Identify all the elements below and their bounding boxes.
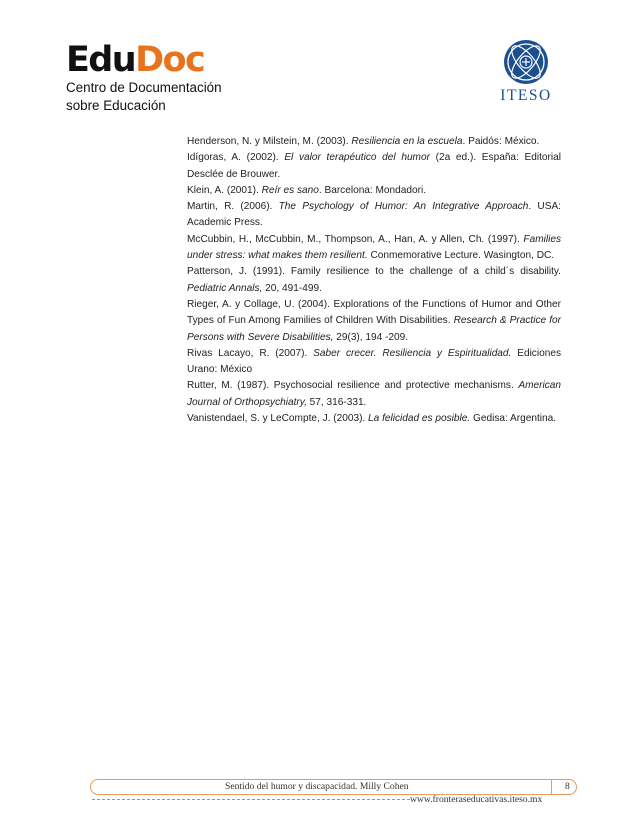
page-footer (90, 779, 577, 795)
reference-item: Klein, A. (2001). Reír es sano. Barcelona: Mondadori. (187, 184, 427, 196)
footer-title: Sentido del humor y discapacidad. Milly Cohen (225, 781, 409, 792)
logo-edu: Edu (66, 40, 136, 80)
footer-url: www.fronteraseducativas.iteso.mx (410, 794, 543, 805)
reference-item: Martin, R. (2006). The Psychology of Humor: An Integrative Approach. USA: Academic Press. (187, 201, 561, 229)
reference-item: Henderson, N. y Milstein, M. (2003). Resiliencia en la escuela. Paidós: México. (187, 136, 540, 147)
reference-item: Rutter, M. (1987). Psychosocial resilience and protective mechanisms. American Journal of Orthopsychiatry, 57, 316-331. (187, 380, 561, 408)
logo-doc: Doc (135, 40, 205, 80)
logo-wordmark (66, 42, 222, 78)
iteso-label: ITESO (500, 87, 552, 104)
reference-item: McCubbin, H., McCubbin, M., Thompson, A., Han, A. y Allen, Ch. (1997). Families under stress: what makes them resilient. Conmemorative Lecture. Wasington, DC. (187, 233, 561, 262)
reference-item: Vanistendael, S. y LeCompte, J. (2003). La felicidad es posible. Gedisa: Argentina. (187, 413, 557, 425)
reference-item: Idígoras, A. (2002). El valor terapéutico del humor (2a ed.). España: Editorial Desclée de Brouwer. (187, 152, 562, 180)
iteso-logo (492, 38, 560, 105)
reference-item: Patterson, J. (1991). Family resilience to the challenge of a child´s disability. Pediatric Annals, 20, 491-499. (187, 266, 561, 294)
page-number: 8 (565, 781, 570, 792)
reference-list (187, 134, 561, 427)
footer-divider (551, 780, 552, 794)
logo-line-1: Centro de Documentación (66, 80, 222, 95)
reference-item: Rivas Lacayo, R. (2007). Saber crecer. Resiliencia y Espiritualidad. Ediciones Urano: México (187, 347, 561, 376)
reference-item: Rieger, A. y Collage, U. (2004). Explorations of the Functions of Humor and Other Types of Fun Among Families of Children With Disabilities. Research & Practice for Persons with Severe Disabilities, 29(3), 194 -209. (187, 298, 561, 343)
iteso-emblem-icon (502, 38, 550, 86)
logo-line-2: sobre Educación (66, 98, 166, 113)
edudoc-logo (66, 42, 222, 114)
footer-dashed-rule (92, 799, 410, 800)
